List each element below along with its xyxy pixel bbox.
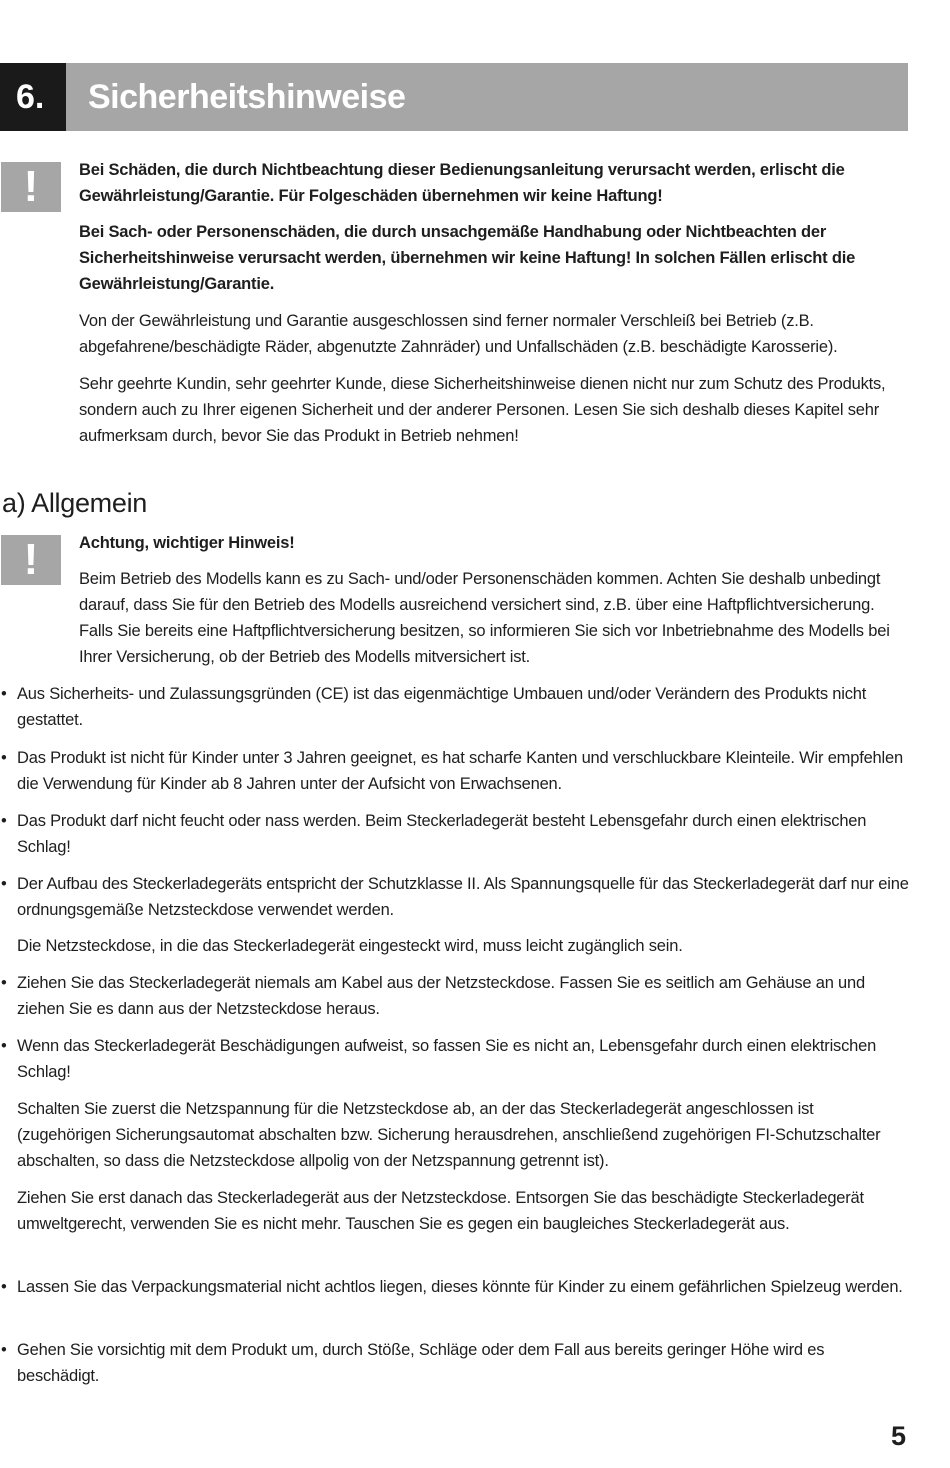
section-header xyxy=(0,63,908,131)
list-item xyxy=(17,1274,909,1300)
intro-block-3 xyxy=(79,308,909,360)
list-item xyxy=(17,681,909,733)
intro-block-4 xyxy=(79,371,909,449)
list-item-text: Schalten Sie zuerst die Netzspannung für die Netzsteckdose ab, an der das Steckerladegerät angeschlossen ist (zugehörigen Sicherungsautomat abschalten bzw. Sicherung herausdrehen, anschließend zugehörigen FI-Schutzschalter abschalten, so dass die Netzsteckdose allpolig von der Netzspannung getrennt ist). xyxy=(17,1100,881,1170)
notice-block xyxy=(79,530,909,556)
wear-exclusion-paragraph: Von der Gewährleistung und Garantie ausgeschlossen sind ferner normaler Verschleiß bei Betrieb (z.B. abgefahrene/beschädigte Räder, abgenutzte Zahnräder) und Unfallschäden (z.B. beschädigte Karosserie). xyxy=(79,312,838,356)
list-item-text: Gehen Sie vorsichtig mit dem Produkt um, durch Stöße, Schläge oder dem Fall aus bereits geringer Höhe wird es beschädigt. xyxy=(17,1341,825,1385)
list-item xyxy=(17,871,909,923)
bullet-icon: • xyxy=(1,685,7,703)
notice-text: Beim Betrieb des Modells kann es zu Sach- und/oder Personenschäden kommen. Achten Sie deshalb unbedingt darauf, dass Sie für den Betrieb des Modells ausreichend versichert sind, z.B. über eine Haftpflichtversicherung. Falls Sie bereits eine Haftpflichtversicherung besitzen, so informieren Sie sich vor Inbetriebnahme des Modells bei Ihrer Versicherung, ob der Betrieb des Modells mitversichert ist. xyxy=(79,570,890,666)
list-item xyxy=(17,1033,909,1085)
list-item-continuation xyxy=(17,1096,909,1174)
liability-paragraph: Bei Sach- oder Personenschäden, die durch unsachgemäße Handhabung oder Nichtbeachten der Sicherheitshinweise verursacht werden, übernehmen wir keine Haftung! In solchen Fällen erlischt die Gewährleistung/Garantie. xyxy=(79,223,856,293)
bullet-icon: • xyxy=(1,1278,7,1296)
intro-block xyxy=(79,157,909,209)
section-number: 6. xyxy=(0,63,66,131)
list-item xyxy=(17,808,909,860)
bullet-icon: • xyxy=(1,875,7,893)
intro-block-2 xyxy=(79,219,909,297)
list-item-text: Die Netzsteckdose, in die das Steckerladegerät eingesteckt wird, muss leicht zugänglich sein. xyxy=(17,937,683,955)
customer-notice-paragraph: Sehr geehrte Kundin, sehr geehrter Kunde, diese Sicherheitshinweise dienen nicht nur zum Schutz des Produkts, sondern auch zu Ihrer eigenen Sicherheit und der anderer Personen. Lesen Sie sich deshalb dieses Kapitel sehr aufmerksam durch, bevor Sie das Produkt in Betrieb nehmen! xyxy=(79,375,886,445)
list-item-text: Aus Sicherheits- und Zulassungsgründen (CE) ist das eigenmächtige Umbauen und/oder Verändern des Produkts nicht gestattet. xyxy=(17,685,867,729)
warranty-paragraph: Bei Schäden, die durch Nichtbeachtung dieser Bedienungsanleitung verursacht werden, erlischt die Gewährleistung/Garantie. Für Folgeschäden übernehmen wir keine Haftung! xyxy=(79,161,845,205)
list-item-text: Das Produkt darf nicht feucht oder nass werden. Beim Steckerladegerät besteht Lebensgefahr durch einen elektrischen Schlag! xyxy=(17,812,867,856)
page-number: 5 xyxy=(891,1421,907,1451)
exclamation-warning-icon: ! xyxy=(1,162,61,212)
list-item-text: Ziehen Sie das Steckerladegerät niemals am Kabel aus der Netzsteckdose. Fassen Sie es seitlich am Gehäuse an und ziehen Sie es dann aus der Netzsteckdose heraus. xyxy=(17,974,865,1018)
bullet-icon: • xyxy=(1,1341,7,1359)
section-title: Sicherheitshinweise xyxy=(88,78,406,116)
bullet-icon: • xyxy=(1,812,7,830)
section-title-bar xyxy=(66,63,908,131)
bullet-icon: • xyxy=(1,974,7,992)
list-item xyxy=(17,1337,909,1389)
notice-heading: Achtung, wichtiger Hinweis! xyxy=(79,534,295,552)
notice-text-block xyxy=(79,566,909,670)
list-item-text: Wenn das Steckerladegerät Beschädigungen aufweist, so fassen Sie es nicht an, Lebensgefahr durch einen elektrischen Schlag! xyxy=(17,1037,877,1081)
list-item-continuation xyxy=(17,933,909,959)
list-item-text: Lassen Sie das Verpackungsmaterial nicht achtlos liegen, dieses könnte für Kinder zu einem gefährlichen Spielzeug werden. xyxy=(17,1278,903,1296)
list-item xyxy=(17,970,909,1022)
list-item-text: Das Produkt ist nicht für Kinder unter 3 Jahren geeignet, es hat scharfe Kanten und verschluckbare Kleinteile. Wir empfehlen die Verwendung für Kinder ab 8 Jahren unter der Aufsicht von Erwachsenen. xyxy=(17,749,903,793)
exclamation-warning-icon: ! xyxy=(1,535,61,585)
list-item-text: Der Aufbau des Steckerladegeräts entspricht der Schutzklasse II. Als Spannungsquelle für das Steckerladegerät darf nur eine ordnungsgemäße Netzsteckdose verwendet werden. xyxy=(17,875,909,919)
list-item-text: Ziehen Sie erst danach das Steckerladegerät aus der Netzsteckdose. Entsorgen Sie das beschädigte Steckerladegerät umweltgerecht, verwenden Sie es nicht mehr. Tauschen Sie es gegen ein baugleiches Steckerladegerät aus. xyxy=(17,1189,864,1233)
bullet-icon: • xyxy=(1,749,7,767)
bullet-icon: • xyxy=(1,1037,7,1055)
list-item-continuation xyxy=(17,1185,909,1237)
list-item xyxy=(17,745,909,797)
subsection-heading: a) Allgemein xyxy=(2,488,147,518)
